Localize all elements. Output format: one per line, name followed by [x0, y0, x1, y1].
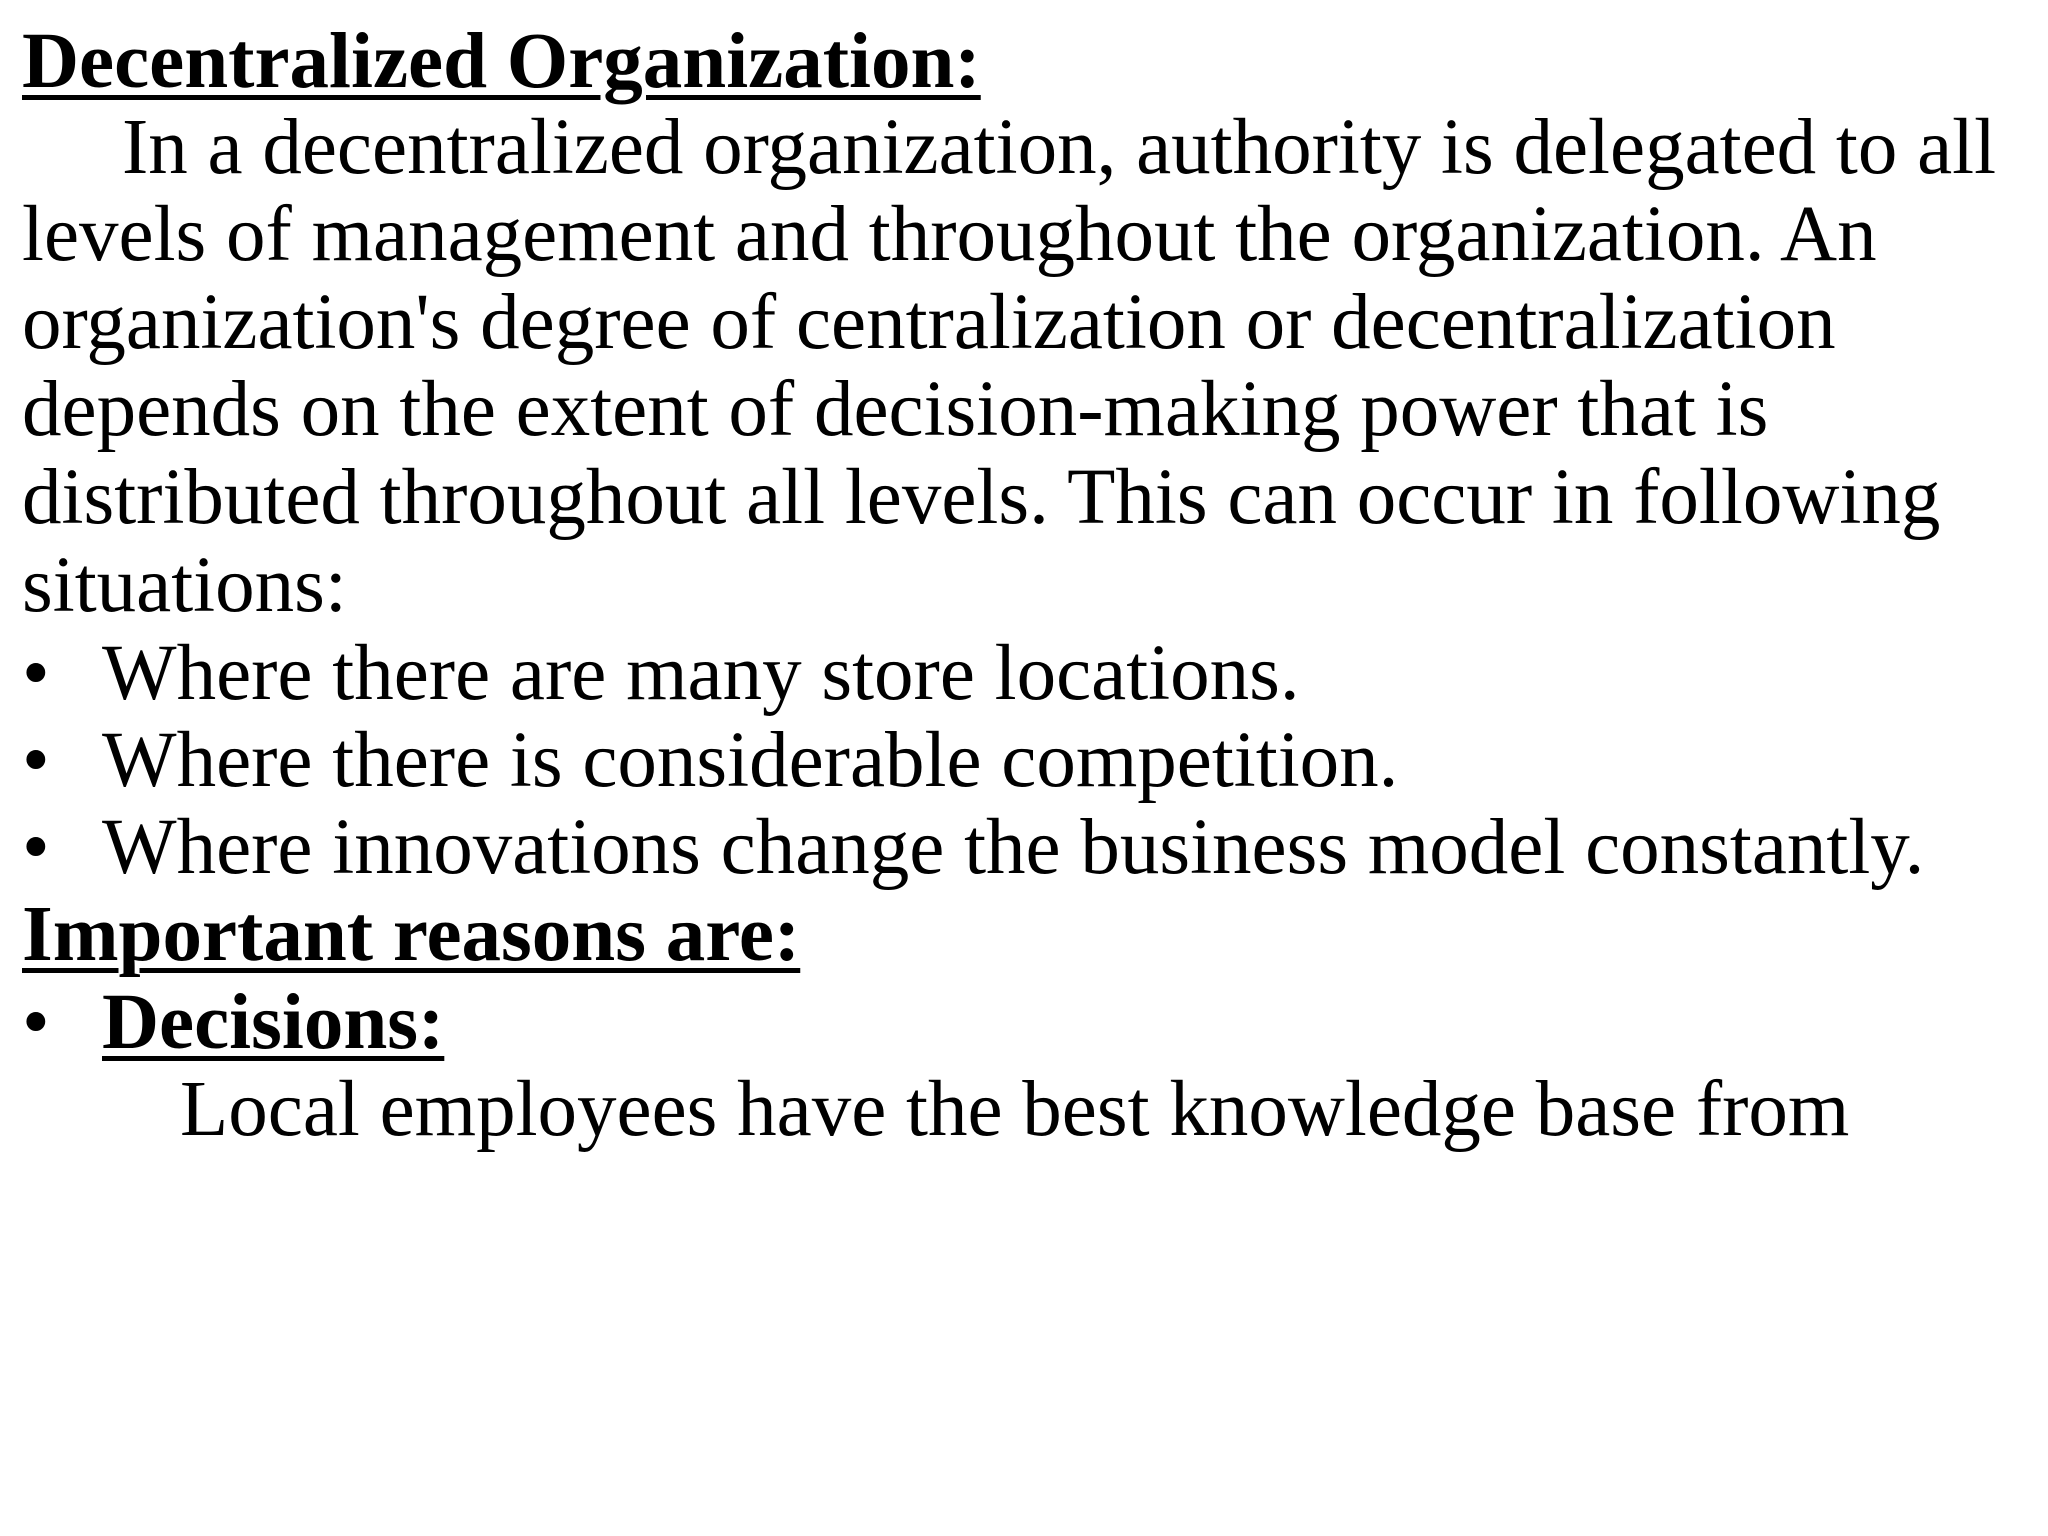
paragraph-line-3: organization's degree of centralization or decentralization — [22, 279, 1836, 366]
heading-decentralized-organization: Decentralized Organization: — [22, 18, 981, 105]
bullet-icon: • — [22, 717, 50, 804]
bullet-icon: • — [22, 630, 50, 717]
bullet-icon: • — [22, 804, 50, 891]
reason-title-decisions: Decisions: — [102, 979, 445, 1066]
heading-important-reasons: Important reasons are: — [22, 891, 801, 978]
paragraph-line-5: distributed throughout all levels. This can occur in following — [22, 454, 1941, 541]
situation-text-2: Where there is considerable competition. — [102, 717, 1399, 804]
paragraph-line-2: levels of management and throughout the organization. An — [22, 191, 1877, 278]
situation-text-3: Where innovations change the business model constantly. — [102, 804, 1925, 891]
paragraph-line-4: depends on the extent of decision-making power that is — [22, 366, 1769, 453]
reason-text-decisions: Local employees have the best knowledge base from — [180, 1066, 1850, 1153]
bullet-icon: • — [22, 979, 50, 1066]
paragraph-line-6: situations: — [22, 542, 347, 629]
paragraph-line-1: In a decentralized organization, authority is delegated to all — [122, 104, 1997, 191]
situation-text-1: Where there are many store locations. — [102, 630, 1300, 717]
